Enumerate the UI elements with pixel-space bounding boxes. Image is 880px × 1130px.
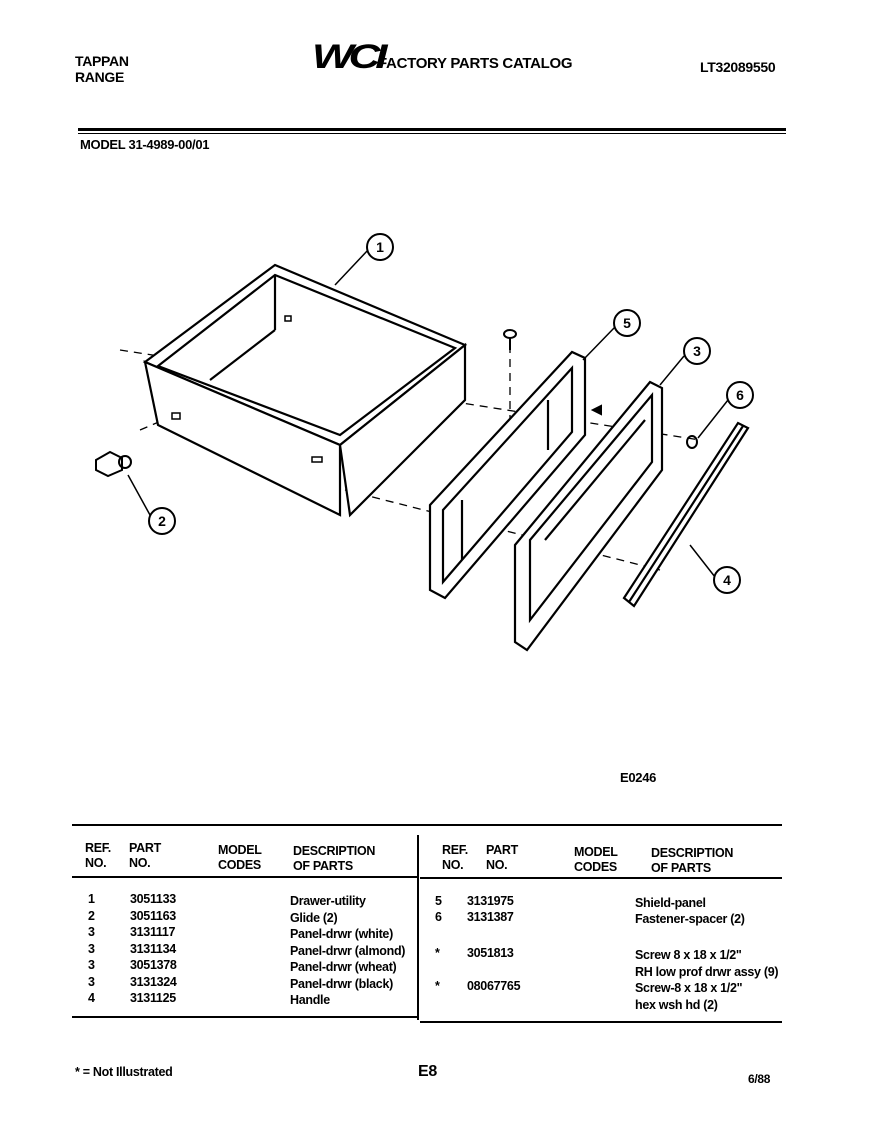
col-ref-header-right: REF. NO. xyxy=(442,843,468,872)
col-ref-header: REF. NO. xyxy=(85,841,111,870)
part-description: Panel-drwr (white) xyxy=(290,927,393,941)
part-description: Screw 8 x 18 x 1/2" xyxy=(635,948,742,962)
part-description: Handle xyxy=(290,993,330,1007)
part-no: 3131134 xyxy=(130,941,176,956)
callout-5: 5 xyxy=(623,315,631,331)
ref-no: 3 xyxy=(88,974,95,989)
catalog-code: LT32089550 xyxy=(700,59,776,75)
wci-logo: WCI xyxy=(312,38,383,76)
col-model-header-right: MODEL CODES xyxy=(574,845,618,874)
part-description: Drawer-utility xyxy=(290,894,366,908)
part-no: 3131387 xyxy=(467,910,514,924)
callout-4: 4 xyxy=(723,572,731,588)
col-part-header-right: PART NO. xyxy=(486,843,518,872)
part-description: Panel-drwr (wheat) xyxy=(290,960,397,974)
ref-no: 2 xyxy=(88,908,95,923)
part-no: 3131125 xyxy=(130,991,176,1005)
ref-no: 4 xyxy=(88,991,95,1005)
ref-no: 6 xyxy=(435,910,442,924)
part-no: 3051378 xyxy=(130,958,177,972)
col-part-header: PART NO. xyxy=(129,841,161,870)
part-description: Panel-drwr (almond) xyxy=(290,943,406,958)
part-description: Screw-8 x 18 x 1/2" xyxy=(635,981,743,995)
part-no: 08067765 xyxy=(467,979,521,993)
part-description: Shield-panel xyxy=(635,896,706,910)
product-type: RANGE xyxy=(75,69,125,85)
part-no: 3051133 xyxy=(130,892,176,906)
model-number: MODEL 31-4989-00/01 xyxy=(80,137,210,152)
col-model-header: MODEL CODES xyxy=(218,843,262,872)
ref-no: 3 xyxy=(88,958,95,972)
part-no: 3051813 xyxy=(467,946,514,960)
part-no: 3131324 xyxy=(130,974,177,989)
ref-no: 5 xyxy=(435,894,442,908)
ref-no: 1 xyxy=(88,892,95,906)
figure-code: E0246 xyxy=(620,770,657,785)
part-description: Panel-drwr (black) xyxy=(290,976,393,991)
brand-name: TAPPAN xyxy=(75,53,129,69)
fastener-spacer-part xyxy=(687,436,697,448)
table-bottom-rule-right xyxy=(420,1021,782,1023)
table-top-rule xyxy=(72,824,782,826)
part-no: 3131975 xyxy=(467,894,514,908)
table-header-rule-right xyxy=(420,877,782,879)
ref-no: * xyxy=(435,946,440,960)
callout-2: 2 xyxy=(158,513,166,529)
part-description: Glide (2) xyxy=(290,910,338,925)
part-no: 3131117 xyxy=(130,925,176,939)
col-desc-header: DESCRIPTION OF PARTS xyxy=(293,844,376,873)
table-bottom-rule-left xyxy=(72,1016,417,1018)
ref-no: * xyxy=(435,979,440,993)
drawer-utility-part xyxy=(145,265,465,515)
callout-6: 6 xyxy=(736,387,744,403)
catalog-date: 6/88 xyxy=(748,1072,771,1086)
table-divider xyxy=(417,835,419,1020)
catalog-title: FACTORY PARTS CATALOG xyxy=(378,55,573,72)
table-header-rule-left xyxy=(72,876,417,878)
page-number: E8 xyxy=(418,1063,437,1080)
part-description: Fastener-spacer (2) xyxy=(635,912,745,926)
glide-part xyxy=(96,452,131,476)
part-description-detail: hex wsh hd (2) xyxy=(635,998,718,1012)
col-desc-header-right: DESCRIPTION OF PARTS xyxy=(651,846,734,875)
callout-3: 3 xyxy=(693,343,701,359)
ref-no: 3 xyxy=(88,941,95,956)
part-no: 3051163 xyxy=(130,908,176,923)
ref-no: 3 xyxy=(88,925,95,939)
callout-1: 1 xyxy=(376,239,384,255)
part-description-detail: RH low prof drwr assy (9) xyxy=(635,965,779,979)
not-illustrated-note: * = Not Illustrated xyxy=(75,1065,173,1079)
